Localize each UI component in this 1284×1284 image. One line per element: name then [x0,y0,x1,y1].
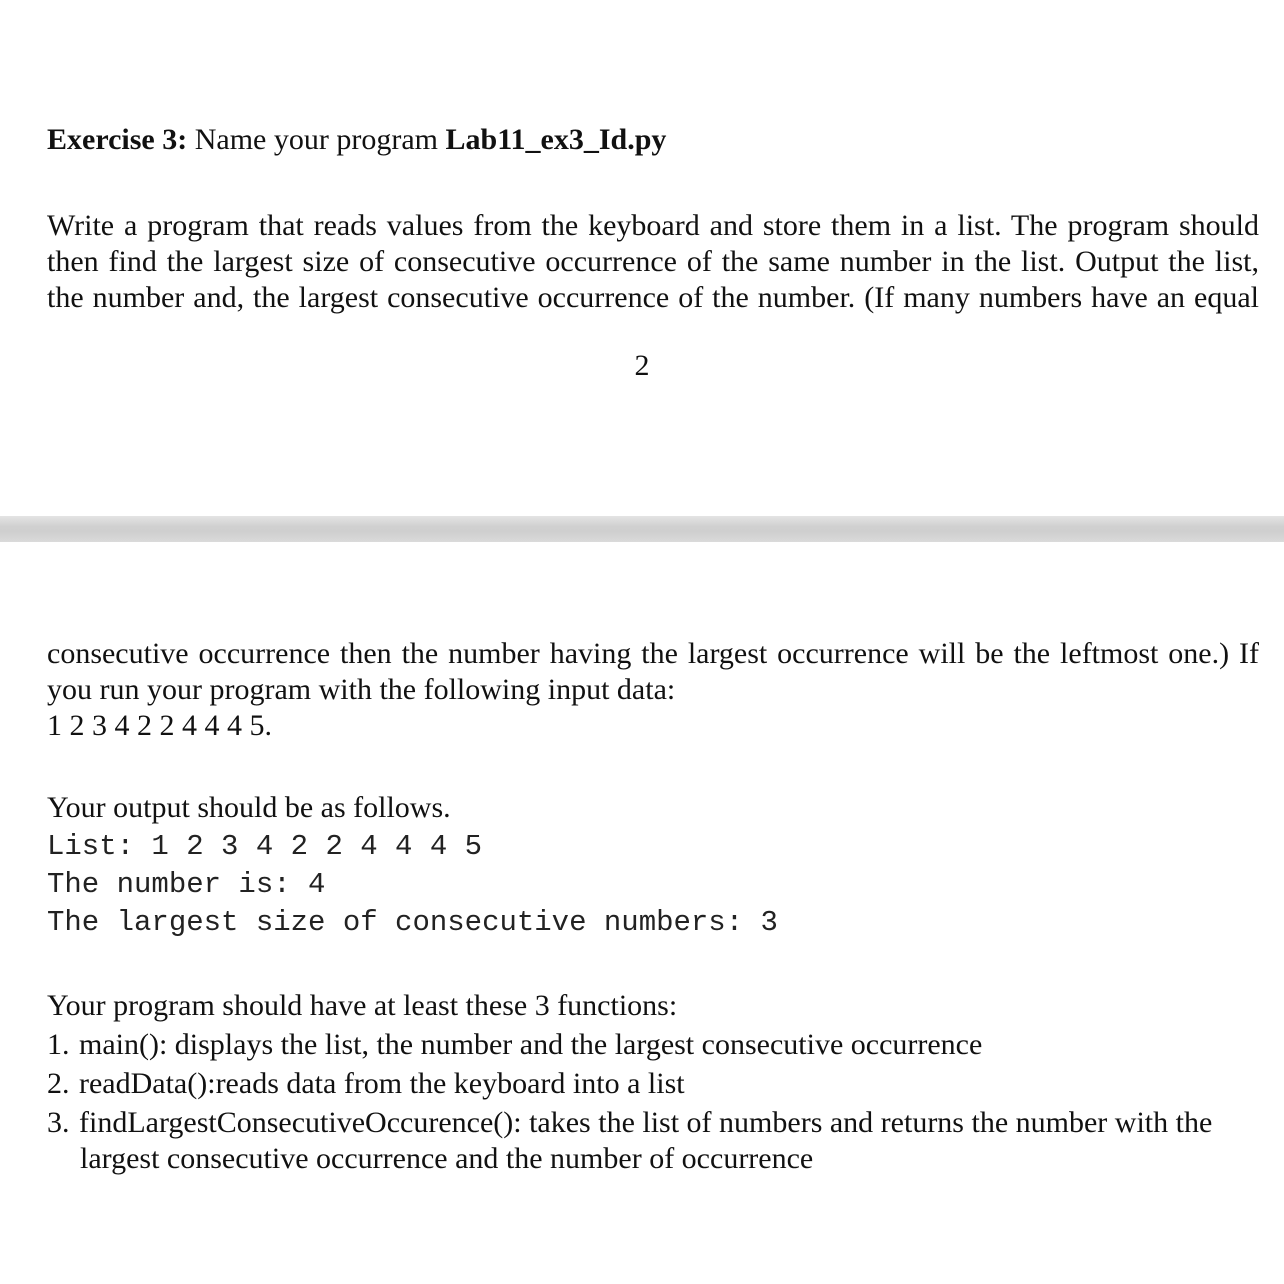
function-item-findlargest-continuation: largest consecutive occurrence and the number of occurrence [80,1142,814,1175]
description-line-3: the number and, the largest consecutive occurrence of the number. (If many numbers have an equal [47,281,1259,314]
page-number: 2 [634,349,650,382]
function-item-number: 3. [47,1106,70,1139]
exercise-text: Name your program [187,123,446,156]
exercise-filename: Lab11_ex3_Id.py [445,123,667,156]
function-item-readdata [47,1066,685,1102]
output-line-number: The number is: 4 [47,868,326,901]
output-intro: Your output should be as follows. [47,791,451,824]
exercise-label: Exercise 3: [47,123,188,156]
document-page-bottom [0,542,1284,1284]
document-page-top [0,0,1284,516]
description-line-2: then find the largest size of consecutive occurrence of the same number in the list. Output the list, [47,245,1259,278]
function-item-text: readData():reads data from the keyboard into a list [79,1067,685,1100]
input-data: 1 2 3 4 2 2 4 4 4 5. [47,709,272,742]
function-item-text: findLargestConsecutiveOccurence(): takes the list of numbers and returns the number with the [79,1106,1213,1139]
output-line-list: List: 1 2 3 4 2 2 4 4 4 5 [47,830,483,863]
description-line-5: you run your program with the following input data: [47,673,676,706]
description-line-1: Write a program that reads values from the keyboard and store them in a list. The program should [47,209,1259,242]
function-item-findlargest [47,1105,1212,1141]
function-item-text: main(): displays the list, the number and the largest consecutive occurrence [79,1028,983,1061]
function-item-number: 1. [47,1028,70,1061]
exercise-heading [47,122,666,158]
functions-intro: Your program should have at least these 3 functions: [47,989,678,1022]
function-item-main [47,1027,982,1063]
description-line-4: consecutive occurrence then the number having the largest occurrence will be the leftmost one.) If [47,637,1259,670]
page-separator [0,516,1284,542]
output-line-largest: The largest size of consecutive numbers: 3 [47,906,778,939]
function-item-number: 2. [47,1067,70,1100]
